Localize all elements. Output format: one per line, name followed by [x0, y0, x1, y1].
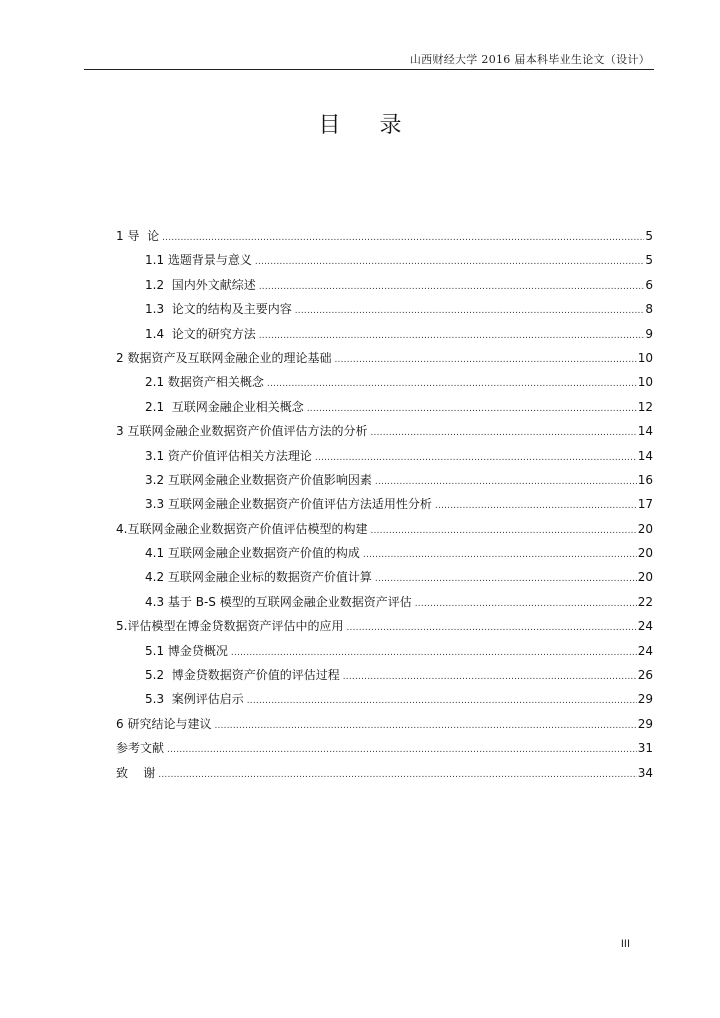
toc-entry[interactable]: [116, 590, 653, 614]
toc-dot-leader: [363, 543, 637, 567]
toc-entry-label: 4.互联网金融企业数据资产价值评估模型的构建: [116, 521, 368, 536]
toc-dot-leader: [259, 324, 645, 348]
toc-dot-leader: [162, 226, 644, 250]
toc-entry-label: 2 数据资产及互联网金融企业的理论基础: [116, 350, 332, 365]
toc-dot-leader: [255, 250, 644, 274]
toc-entry-page: 14: [637, 424, 653, 439]
toc-dot-leader: [295, 299, 645, 323]
table-of-contents: [116, 224, 653, 785]
toc-dot-leader: [259, 275, 645, 299]
toc-entry-page: 12: [637, 399, 653, 414]
toc-dot-leader: [231, 641, 637, 665]
toc-entry-page: 31: [637, 741, 653, 756]
toc-dot-leader: [370, 421, 636, 445]
toc-entry-label: 3.1 资产价值评估相关方法理论: [145, 448, 312, 463]
toc-entry[interactable]: [116, 322, 653, 346]
toc-entry-label: 1.1 选题背景与意义: [145, 253, 252, 268]
toc-entry-label: 4.1 互联网金融企业数据资产价值的构成: [145, 546, 360, 561]
toc-entry-label: 5.1 博金贷概况: [145, 643, 228, 658]
toc-entry[interactable]: [116, 370, 653, 394]
toc-entry-label: 5.3 案例评估启示: [145, 692, 244, 707]
toc-entry-label: 1.2 国内外文献综述: [145, 277, 256, 292]
toc-entry-page: 24: [637, 619, 653, 634]
toc-dot-leader: [435, 494, 637, 518]
toc-title: 目 录: [318, 113, 418, 138]
toc-entry-page: 20: [637, 570, 653, 585]
toc-entry-label: 5.2 博金贷数据资产价值的评估过程: [145, 668, 340, 683]
running-header: 山西财经大学 2016 届本科毕业生论文（设计）: [409, 53, 650, 66]
toc-entry-label: 3.3 互联网金融企业数据资产价值评估方法适用性分析: [145, 497, 432, 512]
toc-entry-page: 8: [645, 302, 653, 317]
toc-entry-page: 20: [637, 546, 653, 561]
toc-entry[interactable]: [116, 444, 653, 468]
toc-dot-leader: [375, 470, 637, 494]
toc-entry[interactable]: [116, 419, 653, 443]
toc-entry[interactable]: [116, 541, 653, 565]
toc-entry-page: 29: [637, 716, 653, 731]
toc-dot-leader: [370, 519, 636, 543]
toc-entry[interactable]: [116, 517, 653, 541]
toc-entry-page: 16: [637, 472, 653, 487]
toc-dot-leader: [375, 567, 637, 591]
toc-entry-page: 5: [645, 253, 653, 268]
toc-entry-page: 17: [637, 497, 653, 512]
header-divider: [84, 69, 654, 70]
toc-entry[interactable]: [116, 663, 653, 687]
toc-dot-leader: [315, 446, 637, 470]
toc-entry-page: 5: [645, 229, 653, 243]
toc-entry-page: 6: [645, 277, 653, 292]
toc-entry-label: 2.1 互联网金融企业相关概念: [145, 399, 304, 414]
toc-entry-label: 1.3 论文的结构及主要内容: [145, 302, 292, 317]
toc-entry[interactable]: [116, 639, 653, 663]
toc-entry-page: 29: [637, 692, 653, 707]
toc-entry[interactable]: [116, 712, 653, 736]
toc-entry[interactable]: [116, 492, 653, 516]
page-number: III: [620, 938, 630, 950]
toc-dot-leader: [334, 348, 636, 372]
toc-entry-page: 9: [645, 326, 653, 341]
toc-entry[interactable]: [116, 297, 653, 321]
toc-entry-page: 26: [637, 668, 653, 683]
toc-entry-label: 参考文献: [116, 741, 165, 756]
toc-entry-label: 4.2 互联网金融企业标的数据资产价值计算: [145, 570, 372, 585]
toc-entry[interactable]: [116, 395, 653, 419]
toc-entry[interactable]: [116, 761, 653, 785]
toc-dot-leader: [307, 397, 637, 421]
toc-entry-page: 10: [637, 350, 653, 365]
toc-dot-leader: [247, 689, 637, 713]
toc-entry-page: 14: [637, 448, 653, 463]
toc-entry-page: 10: [637, 375, 653, 390]
toc-entry[interactable]: [116, 736, 653, 760]
toc-entry-page: 24: [637, 643, 653, 658]
toc-entry-page: 34: [637, 765, 653, 780]
toc-entry[interactable]: [116, 224, 653, 248]
toc-entry-label: 致 谢: [116, 765, 156, 780]
toc-dot-leader: [214, 714, 636, 738]
toc-entry[interactable]: [116, 468, 653, 492]
toc-dot-leader: [415, 592, 637, 616]
toc-entry-label: 1.4 论文的研究方法: [145, 326, 256, 341]
toc-entry-label: 1 导 论: [116, 229, 160, 243]
toc-entry-label: 5.评估模型在博金贷数据资产评估中的应用: [116, 619, 344, 634]
toc-entry[interactable]: [116, 614, 653, 638]
toc-entry[interactable]: [116, 687, 653, 711]
toc-entry-label: 3.2 互联网金融企业数据资产价值影响因素: [145, 472, 372, 487]
toc-entry[interactable]: [116, 565, 653, 589]
toc-dot-leader: [346, 616, 636, 640]
toc-entry-page: 22: [637, 594, 653, 609]
toc-entry-label: 2.1 数据资产相关概念: [145, 375, 264, 390]
toc-entry-label: 3 互联网金融企业数据资产价值评估方法的分析: [116, 424, 368, 439]
toc-entry[interactable]: [116, 273, 653, 297]
toc-dot-leader: [343, 665, 637, 689]
toc-entry-label: 6 研究结论与建议: [116, 716, 212, 731]
toc-entry[interactable]: [116, 346, 653, 370]
toc-dot-leader: [167, 738, 637, 762]
toc-dot-leader: [158, 763, 636, 787]
toc-entry-page: 20: [637, 521, 653, 536]
toc-entry[interactable]: [116, 248, 653, 272]
toc-dot-leader: [267, 372, 637, 396]
toc-entry-label: 4.3 基于 B-S 模型的互联网金融企业数据资产评估: [145, 594, 412, 609]
